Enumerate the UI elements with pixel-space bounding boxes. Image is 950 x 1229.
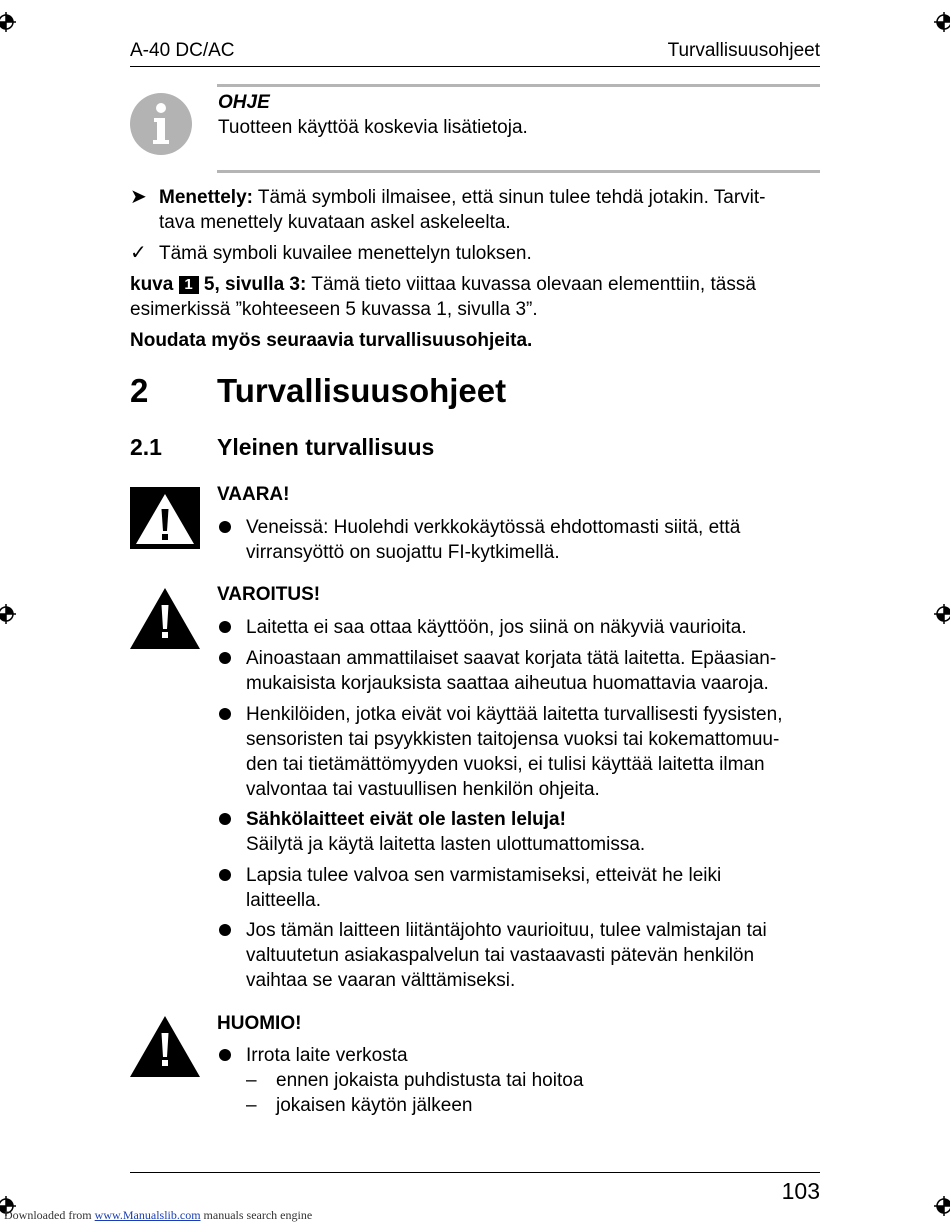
warning-item-4-line-2: Säilytä ja käytä laitetta lasten ulottumattomissa. <box>246 834 646 855</box>
bullet-icon <box>219 869 231 881</box>
warning-item-6-line-3: vaihtaa se vaaran välttämiseksi. <box>246 970 516 991</box>
danger-item-1-line-1: Veneissä: Huolehdi verkkokäytössä ehdottomasti siitä, että <box>246 517 741 538</box>
section-title: Turvallisuusohjeet <box>217 372 507 409</box>
figure-ref-text-1: Tämä tieto viittaa kuvassa olevaan elementtiin, tässä <box>306 274 756 295</box>
manualslib-link[interactable]: www.Manualslib.com <box>94 1208 201 1222</box>
page-number: 103 <box>781 1178 820 1204</box>
header-rule <box>130 66 820 67</box>
warning-triangle-icon <box>130 1016 200 1077</box>
danger-item-1-line-2: virransyöttö on suojattu FI-kytkimellä. <box>246 542 560 563</box>
warning-item-2 <box>246 646 826 696</box>
warning-item-3-line-2: sensoristen tai psyykkisten taitojensa vuoksi tai kokemattomuu- <box>246 729 780 750</box>
procedure-text-1: Tämä symboli ilmaisee, että sinun tulee tehdä jotakin. Tarvit- <box>252 187 766 208</box>
warning-item-6-line-2: valtuutetun asiakaspalvelun tai vastaavasti pätevän henkilön <box>246 945 755 966</box>
note-rule-bottom <box>217 170 820 173</box>
figure-ref-suffix: 5, sivulla 3: <box>198 274 307 295</box>
caution-sub-item-1: ennen jokaista puhdistusta tai hoitoa <box>276 1070 584 1091</box>
subsection-number: 2.1 <box>130 434 162 460</box>
warning-triangle-icon <box>130 588 200 649</box>
crop-mark-bottom-right <box>934 1196 950 1216</box>
bullet-icon <box>219 708 231 720</box>
figure-reference-line-1 <box>130 272 824 297</box>
warning-item-2-line-1: Ainoastaan ammattilaiset saavat korjata tätä laitetta. Epäasian- <box>246 648 777 669</box>
running-header-left: A-40 DC/AC <box>130 40 235 61</box>
warning-triangle-boxed-icon <box>130 487 200 549</box>
dash-bullet: – <box>246 1095 257 1116</box>
danger-item-1 <box>246 515 826 565</box>
crop-mark-mid-left <box>0 604 16 624</box>
warning-item-6 <box>246 918 826 993</box>
warning-item-3-line-4: valvontaa tai vastuullisen henkilön ohjeita. <box>246 779 600 800</box>
procedure-line-1 <box>159 185 824 210</box>
checkmark-icon: ✓ <box>130 242 147 264</box>
info-circle-icon <box>130 93 192 155</box>
procedure-paragraph <box>159 185 824 235</box>
caution-title: HUOMIO! <box>217 1013 302 1034</box>
warning-item-6-line-1: Jos tämän laitteen liitäntäjohto vaurioituu, tulee valmistajan tai <box>246 920 767 941</box>
section-number: 2 <box>130 372 149 409</box>
bullet-icon <box>219 813 231 825</box>
warning-item-3-line-1: Henkilöiden, jotka eivät voi käyttää laitetta turvallisesti fyysisten, <box>246 704 783 725</box>
running-header-right: Turvallisuusohjeet <box>667 40 820 61</box>
bullet-icon <box>219 924 231 936</box>
subsection-title: Yleinen turvallisuus <box>217 434 435 460</box>
warning-item-1: Laitetta ei saa ottaa käyttöön, jos siinä on näkyviä vaurioita. <box>246 617 747 638</box>
procedure-label: Menettely: <box>159 187 253 208</box>
footer-rule <box>130 1172 820 1173</box>
result-text: Tämä symboli kuvailee menettelyn tuloksen. <box>159 243 532 264</box>
note-text: Tuotteen käyttöä koskevia lisätietoja. <box>218 117 528 138</box>
note-rule-top <box>217 84 820 87</box>
warning-item-5-line-1: Lapsia tulee valvoa sen varmistamiseksi, etteivät he leiki <box>246 865 722 886</box>
figure-number-box: 1 <box>179 276 199 294</box>
footer-prefix: Downloaded from <box>4 1208 95 1222</box>
caution-sub-item-2: jokaisen käytön jälkeen <box>276 1095 473 1116</box>
danger-title: VAARA! <box>217 484 290 505</box>
figure-ref-prefix: kuva <box>130 274 174 295</box>
warning-title: VAROITUS! <box>217 584 321 605</box>
observe-note: Noudata myös seuraavia turvallisuusohjeita. <box>130 330 533 351</box>
warning-item-2-line-2: mukaisista korjauksista saattaa aiheutua huomattavia vaaroja. <box>246 673 769 694</box>
figure-reference-line-2: esimerkissä ”kohteeseen 5 kuvassa 1, sivulla 3”. <box>130 299 538 320</box>
bullet-icon <box>219 521 231 533</box>
caution-item: Irrota laite verkosta <box>246 1045 408 1066</box>
crop-mark-top-left <box>0 12 16 32</box>
warning-item-5 <box>246 863 826 913</box>
warning-item-4 <box>246 807 826 857</box>
warning-item-3-line-3: den tai tietämättömyyden vuoksi, ei tulisi käyttää laitetta ilman <box>246 754 765 775</box>
warning-item-3 <box>246 702 826 802</box>
warning-item-5-line-2: laitteella. <box>246 890 321 911</box>
procedure-line-2: tava menettely kuvataan askel askeleelta. <box>159 212 511 233</box>
crop-mark-mid-right <box>934 604 950 624</box>
bullet-icon <box>219 652 231 664</box>
footer-suffix: manuals search engine <box>200 1208 313 1222</box>
dash-bullet: – <box>246 1070 257 1091</box>
bullet-icon <box>219 621 231 633</box>
crop-mark-top-right <box>934 12 950 32</box>
bullet-icon <box>219 1049 231 1061</box>
arrowhead-icon: ➤ <box>130 186 147 208</box>
figure-reference-paragraph <box>130 272 824 322</box>
warning-item-4-line-1: Sähkölaitteet eivät ole lasten leluja! <box>246 809 566 830</box>
download-footer <box>4 1208 312 1223</box>
note-title: OHJE <box>218 92 270 113</box>
